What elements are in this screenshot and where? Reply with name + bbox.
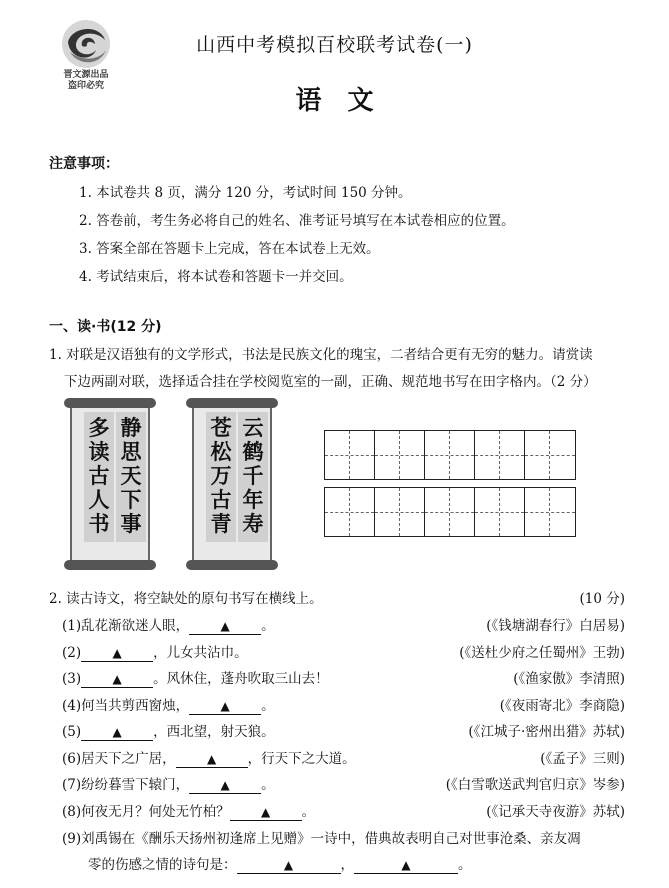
notice-title: 注意事项：: [49, 156, 119, 172]
logo-text-line1: 晋文源出品: [63, 70, 109, 80]
source-citation: (《记承天寺夜游》苏轼): [486, 804, 625, 820]
couplet-scroll-1: [64, 398, 156, 570]
answer-blank[interactable]: ▲: [354, 858, 458, 874]
fill-row-1: (1)乱花渐欲迷人眼， ▲ 。: [62, 618, 275, 634]
fill-row-5: (5) ▲ ，西北望，射天狼。: [62, 724, 275, 740]
section-title: 一、读·书(12 分): [49, 319, 162, 335]
fill-row-9: (9)刘禹锡在《酬乐天扬州初逢席上见赠》一诗中，借典故表明自己对世事沧桑、亲友凋: [62, 831, 581, 847]
fill-row-7: (7)纷纷暮雪下辕门， ▲ 。: [62, 777, 275, 793]
fill-row-9-continued: 零的伤感之情的诗句是： ▲ ， ▲ 。: [88, 857, 472, 873]
answer-blank[interactable]: ▲: [81, 672, 153, 688]
source-citation: (《白雪歌送武判官归京》岑参): [445, 777, 625, 793]
answer-blank[interactable]: ▲: [230, 805, 302, 821]
fill-row-6: (6)居天下之广居， ▲ ，行天下之大道。: [62, 751, 356, 767]
answer-blank[interactable]: ▲: [81, 725, 153, 741]
notice-item: 1. 本试卷共 8 页，满分 120 分，考试时间 150 分钟。: [79, 185, 412, 201]
exam-title: 山西中考模拟百校联考试卷(一): [196, 34, 473, 56]
fill-row-8: (8)何夜无月？何处无竹柏？ ▲ 。: [62, 804, 316, 820]
answer-blank[interactable]: ▲: [176, 752, 248, 768]
question-1-text: 1. 对联是汉语独有的文学形式，书法是民族文化的瑰宝，二者结合更有无穷的魅力。请赏读: [49, 347, 593, 363]
source-citation: (《夜雨寄北》李商隐): [499, 698, 625, 714]
answer-blank[interactable]: ▲: [189, 699, 261, 715]
couplet-right-line: 云 鹤 千 年 寿: [242, 415, 264, 536]
question-2-text: 2. 读古诗文，将空缺处的原句书写在横线上。: [49, 591, 323, 607]
notice-item: 2. 答卷前，考生务必将自己的姓名、准考证号填写在本试卷相应的位置。: [79, 213, 515, 229]
answer-blank[interactable]: ▲: [189, 619, 261, 635]
source-citation: (《送杜少府之任蜀州》王勃): [459, 645, 625, 661]
writing-grid-lower[interactable]: [324, 487, 576, 537]
answer-blank[interactable]: ▲: [237, 858, 341, 874]
fill-row-3: (3) ▲ 。风休住，蓬舟吹取三山去！: [62, 671, 329, 687]
source-citation: (《渔家傲》李清照): [513, 671, 625, 687]
writing-grid-upper[interactable]: [324, 430, 576, 480]
fill-row-2: (2) ▲ ，儿女共沾巾。: [62, 645, 248, 661]
source-citation: (《钱塘湖春行》白居易): [486, 618, 625, 634]
couplet-left-line: 苍 松 万 古 青: [210, 415, 232, 536]
source-citation: (《孟子》三则): [540, 751, 625, 767]
source-citation: (《江城子·密州出猎》苏轼): [468, 724, 625, 740]
couplet-right-line: 静 思 天 下 事: [120, 415, 142, 536]
question-1-text: 下边两副对联，选择适合挂在学校阅览室的一副，正确、规范地书写在田字格内。（2 分）: [64, 374, 597, 390]
couplet-scroll-2: [186, 398, 278, 570]
subject-title: 语文: [295, 86, 400, 116]
question-2-score: (10 分): [579, 591, 625, 607]
notice-item: 3. 答案全部在答题卡上完成，答在本试卷上无效。: [79, 241, 380, 257]
answer-blank[interactable]: ▲: [189, 778, 261, 794]
logo-text-line2: 盗印必究: [67, 81, 104, 91]
answer-blank[interactable]: ▲: [81, 646, 153, 662]
couplet-left-line: 多 读 古 人 书: [88, 415, 110, 536]
notice-item: 4. 考试结束后，将本试卷和答题卡一并交回。: [79, 269, 353, 285]
fill-row-4: (4)何当共剪西窗烛， ▲ 。: [62, 698, 275, 714]
